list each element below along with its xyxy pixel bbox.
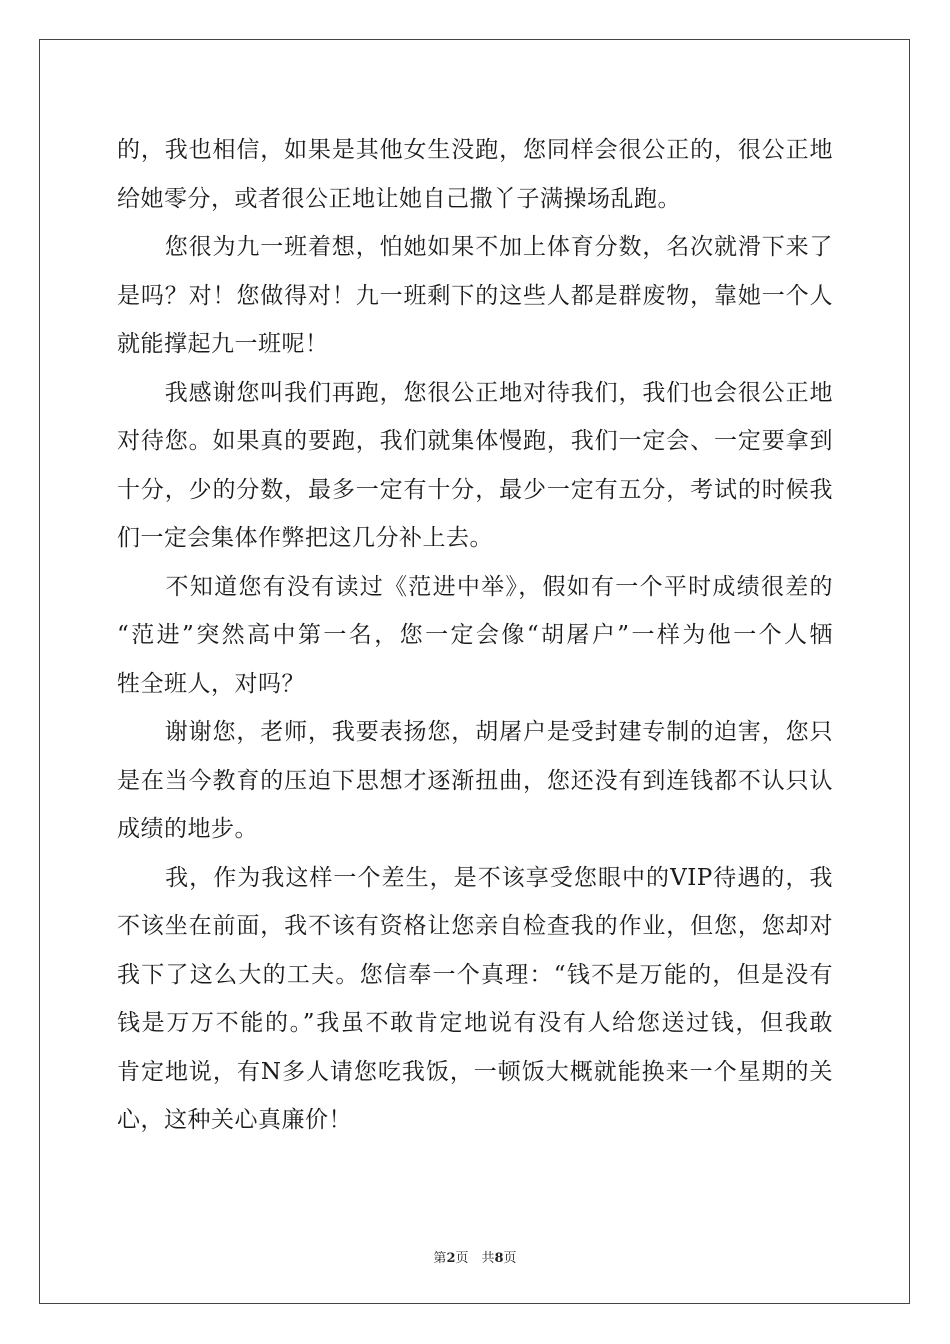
text-line: 钱是万万不能的。”我虽不敢肯定地说有没有人给您送过钱，但我敢 [117, 1010, 833, 1036]
text-line: 们一定会集体作弊把这几分补上去。 [117, 525, 493, 551]
text-line: 您很为九一班着想，怕她如果不加上体育分数，名次就滑下来了 [117, 234, 833, 260]
text-line: 对待您。如果真的要跑，我们就集体慢跑，我们一定会、一定要拿到 [117, 428, 833, 454]
text-line: 我，作为我这样一个差生，是不该享受您眼中的VIP待遇的，我 [117, 864, 833, 891]
text-line: 成绩的地步。 [117, 816, 258, 842]
document-body [117, 126, 833, 1145]
page-footer [0, 1247, 950, 1266]
text-line: 不知道您有没有读过《范进中举》，假如有一个平时成绩很差的 [117, 573, 833, 600]
text-line: 心，这种关心真廉价！ [117, 1107, 352, 1133]
text-line: 牲全班人，对吗？ [117, 670, 305, 697]
text-line: 是在当今教育的压迫下思想才逐渐扭曲，您还没有到连钱都不认只认 [117, 767, 833, 794]
text-line: “范进”突然高中第一名，您一定会像“胡屠户”一样为他一个人牺 [117, 622, 833, 648]
text-line: 我感谢您叫我们再跑，您很公正地对待我们，我们也会很公正地 [117, 379, 833, 406]
text-line: 就能撑起九一班呢！ [117, 331, 329, 357]
text-line: 谢谢您，老师，我要表扬您，胡屠户是受封建专制的迫害，您只 [117, 719, 833, 745]
page-current: 2 [446, 1251, 456, 1266]
text-line: 的，我也相信，如果是其他女生没跑，您同样会很公正的，很公正地 [117, 137, 833, 163]
page-mid: 页 共 [455, 1251, 495, 1266]
text-line: 十分，少的分数，最多一定有十分，最少一定有五分，考试的时候我 [117, 476, 833, 503]
page-total: 8 [494, 1251, 504, 1266]
text-line: 不该坐在前面，我不该有资格让您亲自检查我的作业，但您，您却对 [117, 913, 833, 939]
text-line: 给她零分，或者很公正地让她自己撒丫子满操场乱跑。 [117, 185, 681, 212]
text-line: 我下了这么大的工夫。您信奉一个真理：“钱不是万能的，但是没有 [117, 961, 833, 988]
page-suffix: 页 [503, 1251, 517, 1266]
text-line: 是吗？对！您做得对！九一班剩下的这些人都是群废物，靠她一个人 [117, 282, 833, 309]
page-prefix: 第 [433, 1251, 447, 1266]
text-line: 肯定地说，有N多人请您吃我饭，一顿饭大概就能换来一个星期的关 [117, 1058, 833, 1085]
